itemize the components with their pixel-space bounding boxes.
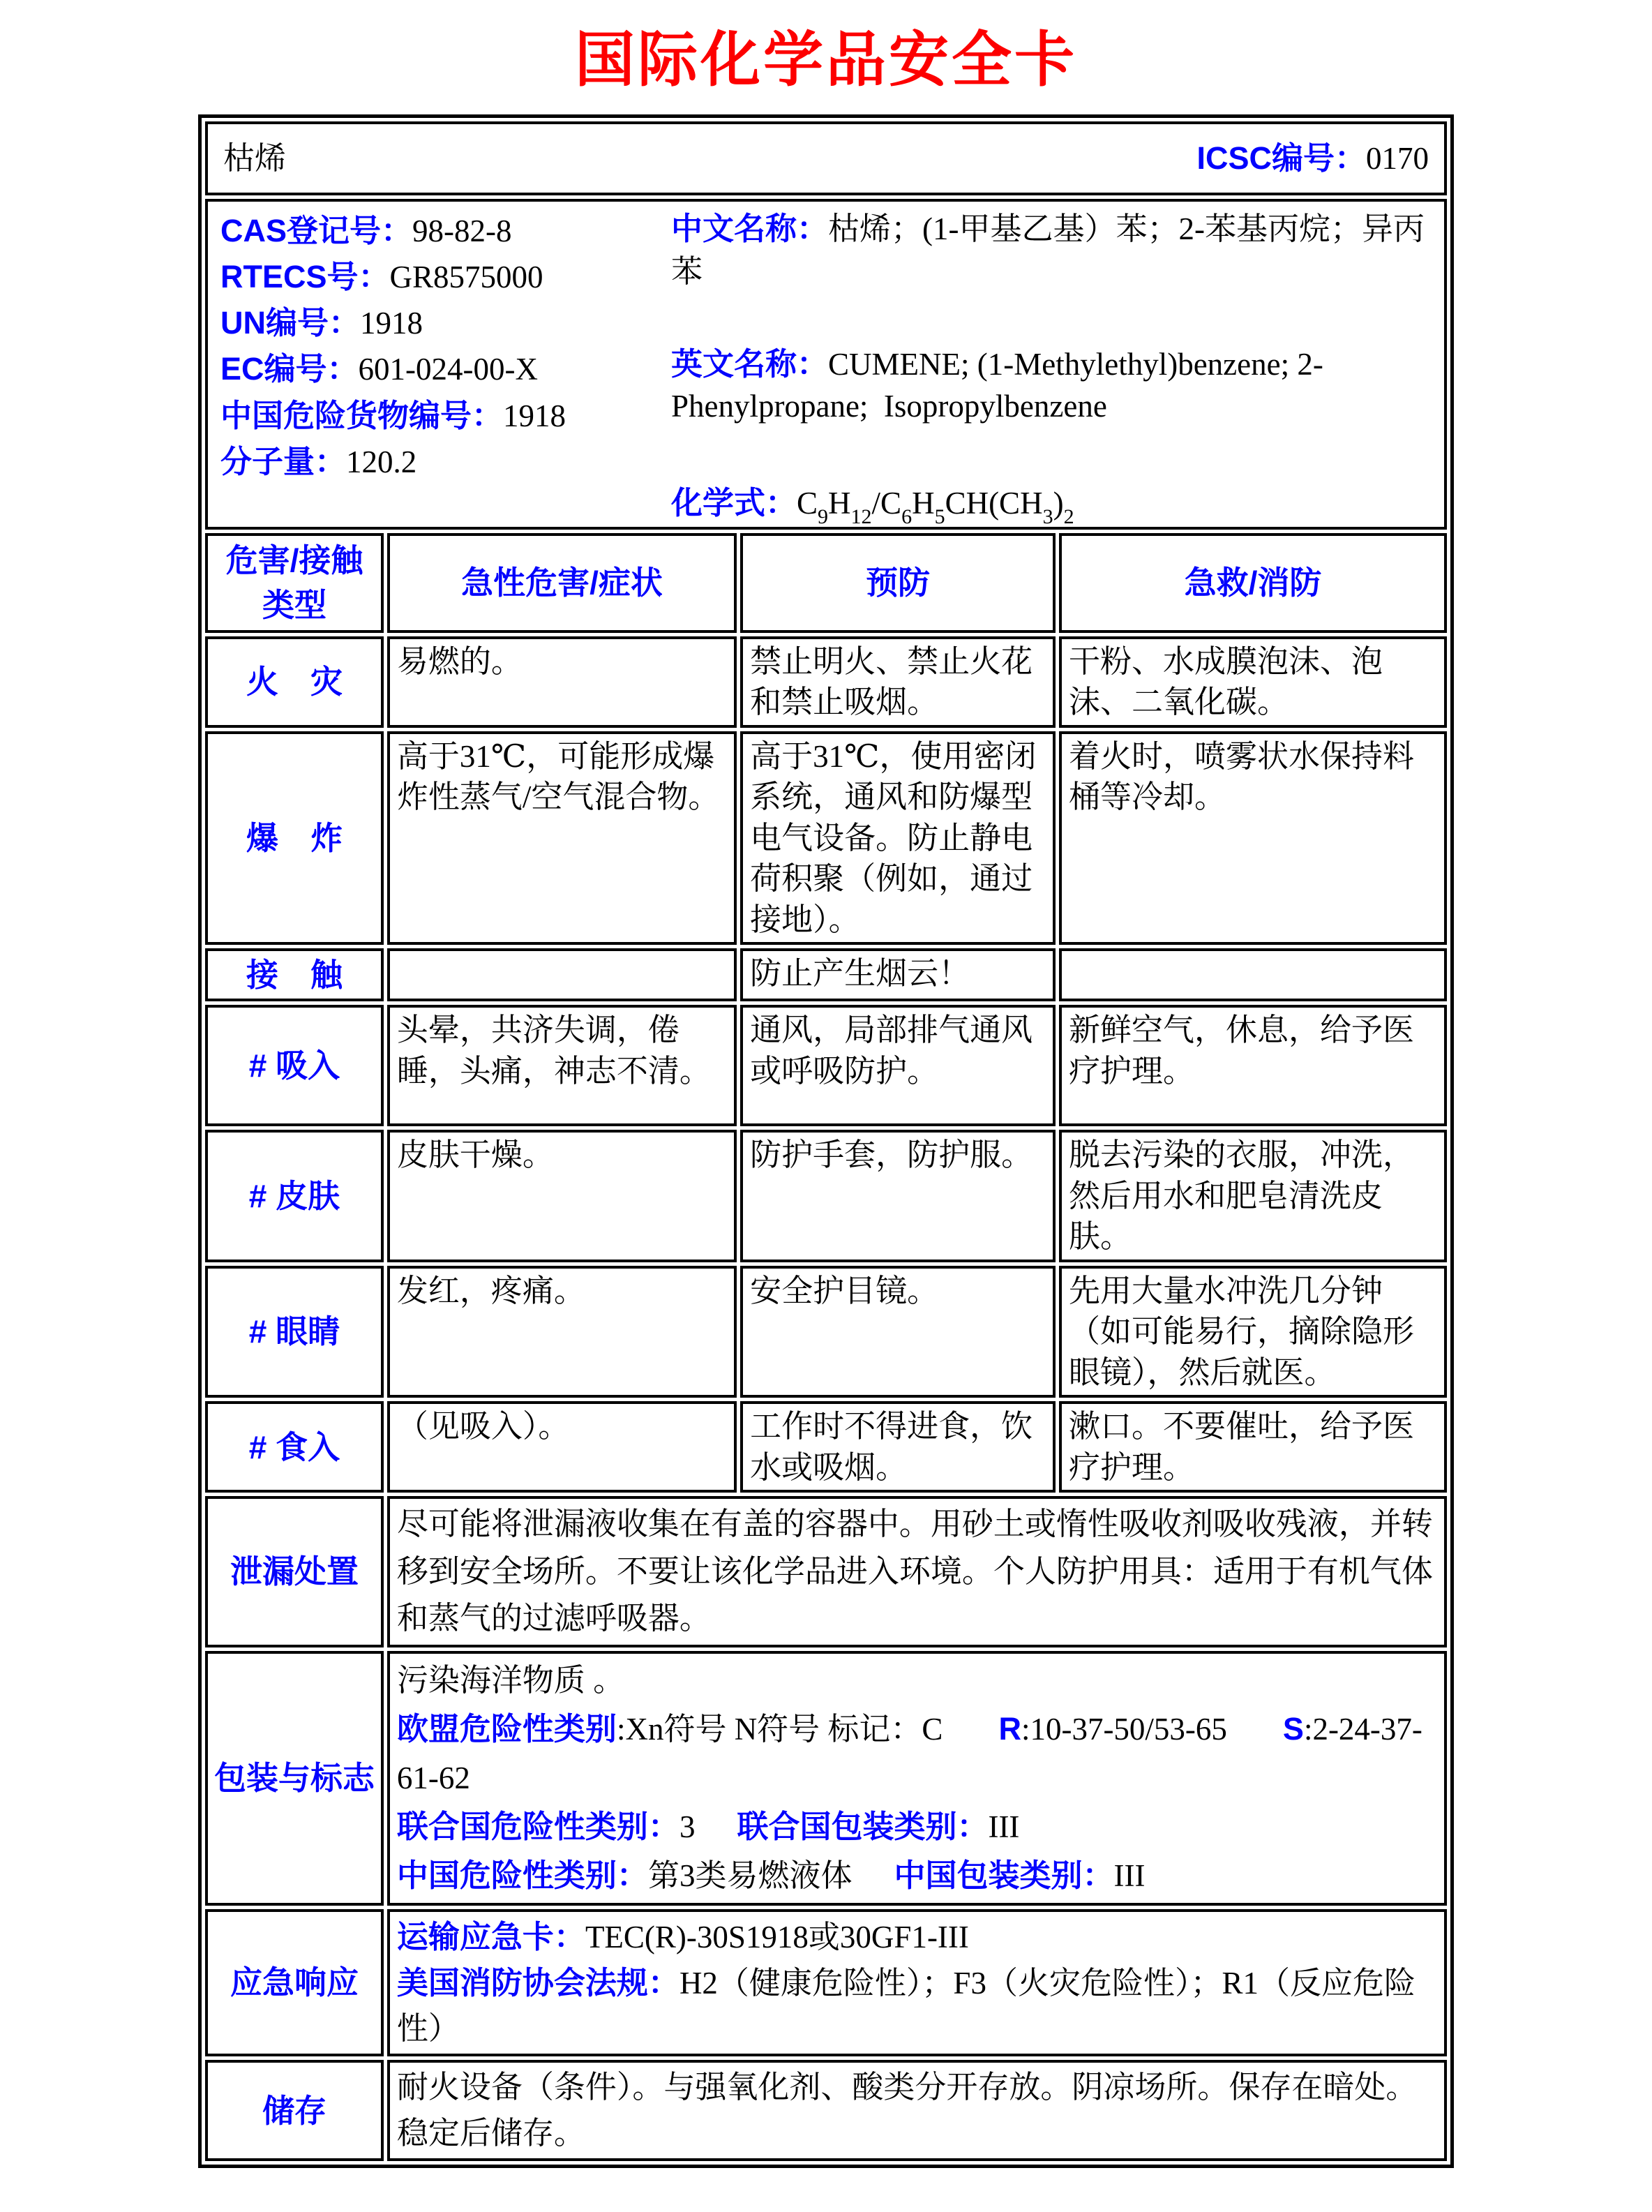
- header-hazard-type: 危害/接触类型: [205, 533, 384, 633]
- icsc-card-table: [198, 114, 1454, 2168]
- cn-pack-value: III: [1113, 1858, 1146, 1894]
- identifier-list: [215, 204, 653, 525]
- emergency-content: [387, 1909, 1447, 2057]
- r-phrase-value: :10-37-50/53-65: [1021, 1711, 1227, 1747]
- transport-card-label: 运输应急卡：: [396, 1918, 585, 1955]
- emergency-label: 应急响应: [205, 1909, 384, 2057]
- identifier-line: [220, 254, 653, 300]
- identifier-label: CAS登记号：: [220, 213, 413, 248]
- hazard-row-label-ingestion: # 食入: [205, 1401, 384, 1493]
- identifier-line: [220, 300, 653, 346]
- r-phrase-label: R: [998, 1710, 1021, 1747]
- identifier-line: [220, 439, 653, 485]
- hazard-row-label-contact: 接 触: [205, 948, 384, 1001]
- chinese-name-label: 中文名称：: [671, 211, 829, 246]
- identifier-line: [220, 393, 653, 439]
- hazard-row-label-inhalation: # 吸入: [205, 1005, 384, 1126]
- hazard-prevention-skin: 防护手套，防护服。: [740, 1130, 1056, 1262]
- hazard-prevention-eyes: 安全护目镜。: [740, 1266, 1056, 1398]
- identifier-line: [220, 346, 653, 392]
- chemical-name: 枯烯: [223, 140, 287, 176]
- identifier-label: RTECS号：: [220, 259, 390, 295]
- hazard-response-skin: 脱去污染的衣服，冲洗，然后用水和肥皂清洗皮肤。: [1059, 1130, 1447, 1262]
- icsc-number-label: ICSC编号：: [1196, 140, 1366, 176]
- hazard-row-eyes: [205, 1266, 1447, 1398]
- s-phrase-value: :2-24-37-61-62: [396, 1711, 1422, 1795]
- packaging-label: 包装与标志: [205, 1651, 384, 1906]
- english-name-line: [671, 343, 1437, 428]
- hazard-symptoms-fire: 易燃的。: [387, 636, 737, 728]
- formula-subscript: 2: [1063, 505, 1074, 528]
- identifier-value: 120.2: [346, 444, 417, 479]
- hazard-row-inhalation: [205, 1005, 1447, 1126]
- hazard-symptoms-ingestion: （见吸入）。: [387, 1401, 737, 1493]
- packaging-content: [387, 1651, 1447, 1906]
- card-header-row: [205, 121, 1447, 195]
- card-header-cell: [205, 121, 1447, 195]
- un-class-line: [397, 1802, 1437, 1851]
- header-firstaid-firefighting: 急救/消防: [1059, 533, 1447, 633]
- transport-card-value: TEC(R)-30S1918或30GF1-III: [585, 1919, 969, 1955]
- cn-pack-label: 中国包装类别：: [894, 1858, 1114, 1894]
- identifier-label: UN编号：: [220, 305, 360, 341]
- identifier-line: [220, 208, 653, 254]
- hazard-row-contact: [205, 948, 1447, 1001]
- nfpa-label: 美国消防协会法规：: [396, 1964, 679, 2001]
- hazard-row-explosion: [205, 731, 1447, 946]
- eu-class-value: :Xn符号 N符号 标记：C: [616, 1711, 943, 1747]
- identifier-value: 1918: [503, 398, 566, 433]
- hazard-row-label-fire: 火 灾: [205, 636, 384, 728]
- spill-text: 尽可能将泄漏液收集在有盖的容器中。用砂土或惰性吸收剂吸收残液，并转移到安全场所。不要让该化学品进入环境。个人防护用具：适用于有机气体和蒸气的过滤呼吸器。: [387, 1496, 1447, 1647]
- hazard-row-fire: [205, 636, 1447, 728]
- cn-class-value: 第3类易燃液体: [647, 1858, 853, 1894]
- formula-subscript: 5: [934, 505, 945, 528]
- formula-subscript: 3: [1042, 505, 1053, 528]
- name-block: [653, 204, 1437, 528]
- formula-subscript: 6: [901, 505, 913, 528]
- hazard-prevention-inhalation: 通风，局部排气通风或呼吸防护。: [740, 1005, 1056, 1126]
- formula-line: [671, 482, 1437, 528]
- hazard-response-fire: 干粉、水成膜泡沫、泡沫、二氧化碳。: [1059, 636, 1447, 728]
- english-name-label: 英文名称：: [671, 345, 829, 382]
- identity-cell: [205, 199, 1447, 530]
- cn-class-line: [397, 1851, 1437, 1900]
- marine-pollutant-line: 污染海洋物质 。: [396, 1662, 625, 1698]
- page-title: 国际化学品安全卡: [575, 27, 1077, 94]
- icsc-number-value: 0170: [1366, 140, 1429, 176]
- hazard-row-label-eyes: # 眼睛: [205, 1266, 384, 1398]
- identity-row: [205, 199, 1447, 530]
- packaging-row: [205, 1651, 1447, 1906]
- hazard-response-inhalation: 新鲜空气，休息，给予医疗护理。: [1059, 1005, 1447, 1126]
- hazard-header-row: [205, 533, 1447, 633]
- nfpa-line: [397, 1960, 1437, 2052]
- s-phrase-label: S: [1282, 1710, 1304, 1747]
- identifier-label: 分子量：: [220, 443, 347, 479]
- spill-label: 泄漏处置: [205, 1496, 384, 1647]
- storage-label: 储存: [205, 2060, 384, 2161]
- storage-row: [205, 2060, 1447, 2161]
- english-name-value: CUMENE; (1-Methylethyl)benzene; 2-Phenylpropane; Isopropylbenzene: [671, 346, 1323, 424]
- hazard-row-ingestion: [205, 1401, 1447, 1493]
- formula-subscript: 9: [818, 505, 829, 528]
- un-pack-value: III: [988, 1809, 1020, 1845]
- eu-class-label: 欧盟危险性类别: [396, 1710, 617, 1747]
- storage-text: 耐火设备（条件）。与强氧化剂、酸类分开存放。阴凉场所。保存在暗处。稳定后储存。: [387, 2060, 1447, 2161]
- hazard-row-skin: [205, 1130, 1447, 1262]
- chinese-name-value: 枯烯；(1-甲基乙基）苯；2-苯基丙烷；异丙苯: [671, 211, 1425, 289]
- hazard-symptoms-eyes: 发红，疼痛。: [387, 1266, 737, 1398]
- hazard-prevention-fire: 禁止明火、禁止火花和禁止吸烟。: [740, 636, 1056, 728]
- hazard-response-contact: [1059, 948, 1447, 1001]
- hazard-response-explosion: 着火时，喷雾状水保持料桶等冷却。: [1059, 731, 1447, 946]
- spill-row: [205, 1496, 1447, 1647]
- formula-subscript: 12: [850, 505, 872, 528]
- identifier-value: 601-024-00-X: [358, 352, 538, 387]
- emergency-row: [205, 1909, 1447, 2057]
- hazard-row-label-explosion: 爆 炸: [205, 731, 384, 946]
- identifier-value: GR8575000: [389, 260, 543, 295]
- eu-hazard-line: [397, 1705, 1437, 1802]
- chinese-name-line: [671, 208, 1437, 293]
- header-acute-symptoms: 急性危害/症状: [387, 533, 737, 633]
- identifier-label: 中国危险货物编号：: [220, 397, 504, 433]
- cn-class-label: 中国危险性类别：: [396, 1858, 648, 1894]
- hazard-symptoms-inhalation: 头晕，共济失调，倦睡，头痛，神志不清。: [387, 1005, 737, 1126]
- nfpa-value: H2（健康危险性）；F3（火灾危险性）；R1（反应危险性）: [396, 1965, 1416, 2047]
- un-class-value: 3: [679, 1809, 696, 1845]
- un-class-label: 联合国危险性类别：: [396, 1809, 679, 1845]
- chemical-formula: $C_9H_{12}/C_6H_5CH(CH_3)_2$: [797, 486, 1074, 528]
- transport-card-line: [397, 1914, 1437, 1960]
- hazard-row-label-skin: # 皮肤: [205, 1130, 384, 1262]
- hazard-symptoms-skin: 皮肤干燥。: [387, 1130, 737, 1262]
- hazard-prevention-ingestion: 工作时不得进食，饮水或吸烟。: [740, 1401, 1056, 1493]
- identifier-value: 1918: [360, 306, 423, 341]
- hazard-symptoms-contact: [387, 948, 737, 1001]
- un-pack-label: 联合国包装类别：: [737, 1809, 989, 1845]
- hazard-prevention-contact: 防止产生烟云！: [740, 948, 1056, 1001]
- header-prevention: 预防: [740, 533, 1056, 633]
- formula-label: 化学式：: [671, 485, 797, 521]
- identifier-label: EC编号：: [220, 351, 359, 387]
- hazard-symptoms-explosion: 高于31℃，可能形成爆炸性蒸气/空气混合物。: [387, 731, 737, 946]
- icsc-number: [1196, 138, 1429, 179]
- hazard-response-eyes: 先用大量水冲洗几分钟（如可能易行，摘除隐形眼镜），然后就医。: [1059, 1266, 1447, 1398]
- hazard-response-ingestion: 漱口。不要催吐，给予医疗护理。: [1059, 1401, 1447, 1493]
- identifier-value: 98-82-8: [412, 214, 512, 248]
- hazard-prevention-explosion: 高于31℃，使用密闭系统，通风和防爆型电气设备。防止静电荷积聚（例如，通过接地）。: [740, 731, 1056, 946]
